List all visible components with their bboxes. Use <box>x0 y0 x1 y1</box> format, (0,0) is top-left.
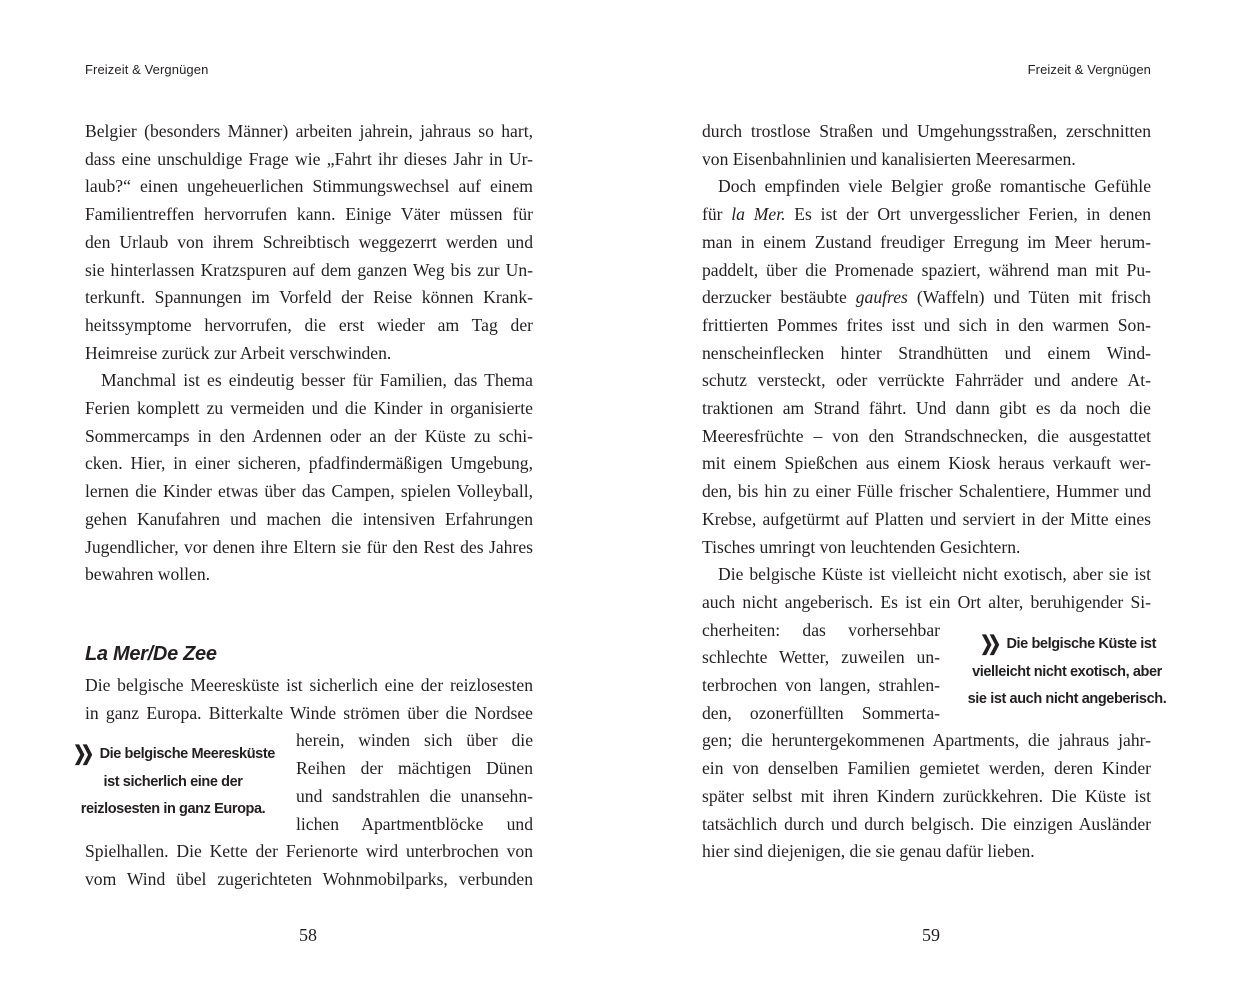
text-line: in ganz Europa. Bitterkalte Winde strömen über die Nordsee <box>85 702 533 723</box>
text-line: man in einem Zustand freudiger Erregung im Meer herum- <box>702 231 1151 252</box>
pull-quote-line <box>58 769 288 797</box>
text-line: durch trostlose Straßen und Umgehungsstraßen, zerschnitten <box>702 121 1151 141</box>
text-line: vom Wind übel zugerichteten Wohnmobilparks, verbunden <box>85 868 533 889</box>
text-line <box>702 203 1151 225</box>
text-line: Meeresfrüchte – von den Strandschnecken, die ausgestattet <box>702 425 1151 446</box>
text-line: den, bis hin zu einer Fülle frischer Schalentiere, Hummer und <box>702 481 1151 502</box>
text-line: cken. Hier, in einer sicheren, pfadfindermäßigen Umgebung, <box>85 453 533 474</box>
pull-quote-text: vielleicht nicht exotisch, aber <box>972 663 1162 680</box>
pull-quote-text: reizlosesten in ganz Europa. <box>80 801 266 818</box>
running-header: Freizeit & Vergnügen <box>1027 62 1151 77</box>
text-line: bewahren wollen. <box>85 564 211 585</box>
text-line: Tisches umringt von leuchtenden Gesichtern. <box>702 536 1021 557</box>
text-line <box>702 286 1151 308</box>
page-number: 58 <box>299 925 317 945</box>
text-line: Manchmal ist es eindeutig besser für Familien, das Thema <box>101 370 533 391</box>
section-heading: La Mer/De Zee <box>85 643 217 666</box>
text-line: von Eisenbahnlinien und kanalisierten Meeresarmen. <box>702 148 1076 169</box>
text-line: lernen die Kinder etwas über das Campen, spielen Volleyball, <box>85 481 533 502</box>
text-line: Sommercamps in den Ardennen oder an der Küste zu schi- <box>85 425 533 446</box>
italic-term: gaufres <box>855 287 908 308</box>
text-line: Familientreffen hervorrufen kann. Einige Väter müssen für <box>85 204 533 225</box>
pull-quote-text: ist sicherlich eine der <box>103 773 243 790</box>
text-segment: derzucker bestäubte <box>702 287 856 308</box>
text-line: den, ozonerfüllten Sommerta- <box>702 702 940 723</box>
text-line: paddelt, über die Promenade spaziert, während man mit Pu- <box>702 259 1151 280</box>
text-line: Doch empfinden viele Belgier große romantische Gefühle <box>718 176 1151 197</box>
text-line: gen; die heruntergekommenen Apartments, die jahraus jahr- <box>702 730 1151 751</box>
text-line: terbrochen von langen, strahlen- <box>702 675 940 695</box>
text-line: mit einem Spießchen aus einem Kiosk heraus verkauft wer- <box>702 453 1151 474</box>
text-line: laub?“ einen ungeheuerlichen Stimmungswechsel auf einem <box>85 176 533 197</box>
text-line: heitssymptome hervorrufen, die erst wieder am Tag der <box>85 314 533 335</box>
double-chevron-icon: ❯❯ <box>979 633 996 655</box>
text-line: nenscheinflecken hinter Strandhütten und einem Wind- <box>702 342 1151 363</box>
text-line: Krebse, aufgetürmt auf Platten und serviert in der Mitte eines <box>702 508 1151 529</box>
text-line: dass eine unschuldige Frage wie „Fahrt ihr dieses Jahr in Ur- <box>85 148 533 169</box>
text-line: Heimreise zurück zur Arbeit verschwinden. <box>85 342 392 363</box>
text-line: Die belgische Meeresküste ist sicherlich eine der reizlosesten <box>85 675 533 695</box>
text-line: frittierten Pommes frites isst und sich in den warmen Son- <box>702 314 1151 335</box>
text-line: traktionen am Strand fährt. Und dann gibt es da noch die <box>702 398 1151 418</box>
text-segment: (Waffeln) und Tüten mit frisch <box>907 287 1151 308</box>
text-line: schutz versteckt, oder verrückte Fahrräder und andere At- <box>702 370 1151 391</box>
italic-term: la Mer. <box>731 204 786 225</box>
text-line: hier sind diejenigen, die sie genau dafür lieben. <box>702 841 1035 862</box>
running-header: Freizeit & Vergnügen <box>85 62 209 77</box>
text-line: schlechte Wetter, zuweilen un- <box>702 647 940 668</box>
text-line: lichen Apartmentblöcke und <box>296 813 533 834</box>
text-line: sie hinterlassen Kratzspuren auf dem ganzen Weg bis zur Un- <box>85 259 533 280</box>
text-line: herein, winden sich über die <box>296 730 533 751</box>
text-line: und sandstrahlen die unansehn- <box>296 785 533 806</box>
text-line: Die belgische Küste ist vielleicht nicht exotisch, aber sie ist <box>718 564 1151 585</box>
text-line: Ferien komplett zu vermeiden und die Kinder in organisierte <box>85 398 533 418</box>
text-line: auch nicht angeberisch. Es ist ein Ort alter, beruhigender Si- <box>702 591 1151 612</box>
text-line: den Urlaub von ihrem Schreibtisch weggezerrt werden und <box>85 231 533 252</box>
pull-quote-text: Die belgische Meeresküste <box>99 746 275 762</box>
pull-quote-line <box>958 659 1176 687</box>
text-line: Spielhallen. Die Kette der Ferienorte wird unterbrochen von <box>85 841 533 862</box>
pull-quote-text: sie ist auch nicht angeberisch. <box>967 691 1167 708</box>
text-line: terkunft. Spannungen im Vorfeld der Reise können Krank- <box>85 287 533 308</box>
pull-quote <box>58 741 288 824</box>
pull-quote-line <box>958 686 1176 714</box>
text-line: Belgier (besonders Männer) arbeiten jahrein, jahraus so hart, <box>85 121 533 141</box>
text-line: gehen Kanufahren und machen die intensiven Erfahrungen <box>85 508 533 529</box>
text-line: cherheiten: das vorhersehbar <box>702 619 940 640</box>
text-segment: Es ist der Ort unvergesslicher Ferien, in denen <box>785 204 1152 225</box>
text-line: ein von denselben Familien gemietet werden, deren Kinder <box>702 758 1151 779</box>
pull-quote-text: Die belgische Küste ist <box>1006 636 1157 652</box>
text-line: später selbst mit ihren Kindern zurückkehren. Die Küste ist <box>702 785 1151 806</box>
page-number: 59 <box>922 925 940 945</box>
pull-quote-line <box>58 796 288 824</box>
text-line: Reihen der mächtigen Dünen <box>296 758 533 779</box>
pull-quote-line <box>58 741 288 769</box>
pull-quote-line <box>958 631 1176 659</box>
text-segment: für <box>702 204 732 225</box>
double-chevron-icon: ❯❯ <box>72 743 89 765</box>
pull-quote <box>958 631 1176 714</box>
text-line: Jugendlicher, vor denen ihre Eltern sie für den Rest des Jahres <box>85 536 533 557</box>
text-line: tatsächlich durch und durch belgisch. Die einzigen Ausländer <box>702 813 1151 834</box>
